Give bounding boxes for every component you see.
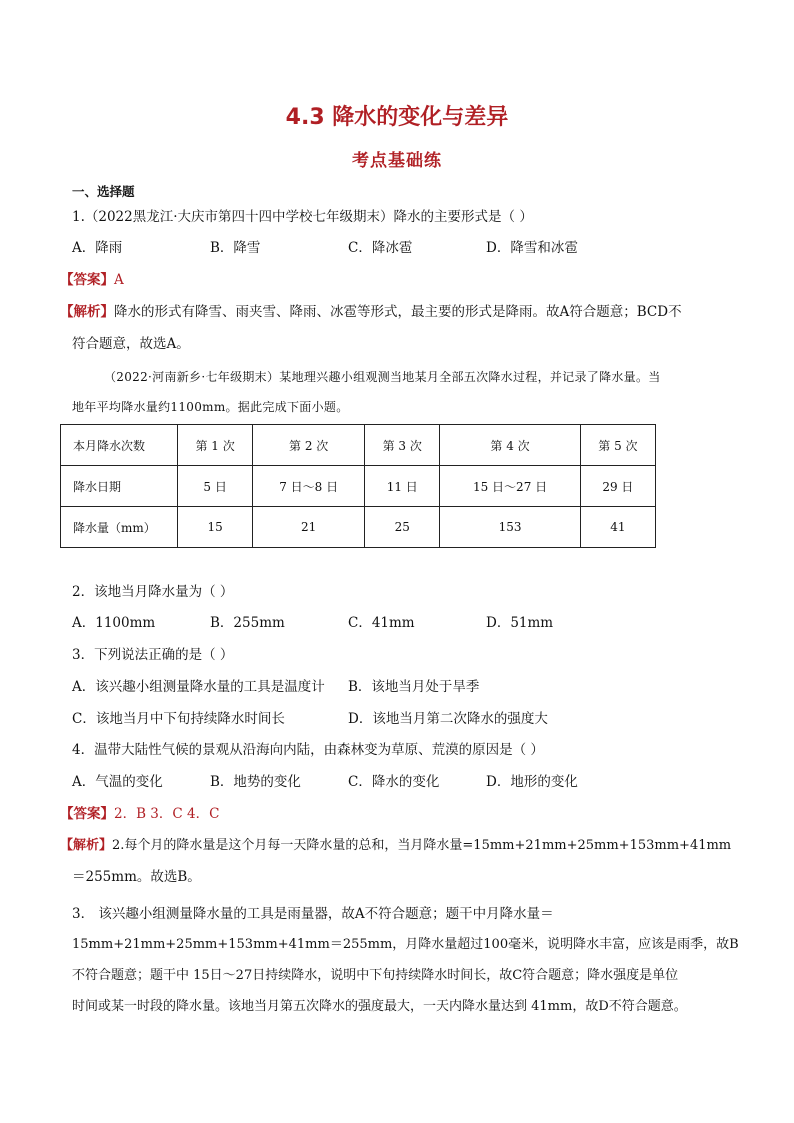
q4-option-d: D．地形的变化 [486,774,578,790]
intro-line1: （2022·河南新乡·七年级期末）某地理兴趣小组观测当地某月全部五次降水过程，并记录了降水量。当 [104,370,661,384]
table-header-cell: 第 5 次 [580,425,655,466]
q1-option-c: C．降冰雹 [348,240,413,256]
table-row [61,466,656,507]
table-header-cell: 第 2 次 [253,425,365,466]
q2-option-b: B．255mm [210,615,285,631]
q4-stem: 4．温带大陆性气候的景观从沿海向内陆，由森林变为草原、荒漠的原因是（ ） [72,742,544,758]
rainfall-table [60,424,656,548]
answer-tag: 【答案】 [60,272,114,288]
q1-analysis-line2: 符合题意，故选A。 [72,336,190,352]
q3-option-c: C．该地当月中下旬持续降水时间长 [72,711,285,727]
q3-option-d: D．该地当月第二次降水的强度大 [348,711,548,727]
table-cell: 29 日 [580,466,655,507]
table-row [61,507,656,548]
analysis2-line1 [60,836,732,856]
answer-value: A [114,272,124,288]
analysis-text: 降水的形式有降雪、雨夹雪、降雨、冰雹等形式，最主要的形式是降雨。故A符合题意；BCD不 [114,304,682,320]
table-cell: 21 [253,507,365,548]
q4-option-a: A．气温的变化 [72,774,163,790]
q2-stem: 2．该地当月降水量为（ ） [72,584,234,600]
table-cell: 7 日～8 日 [253,466,365,507]
analysis-tag: 【解析】 [60,304,114,320]
table-cell: 15 日～27 日 [440,466,580,507]
table-cell: 降水日期 [61,466,178,507]
page-subtitle: 考点基础练 [352,151,442,171]
q1-option-b: B．降雪 [210,240,261,256]
table-cell: 15 [178,507,253,548]
analysis2-line3: 3． 该兴趣小组测量降水量的工具是雨量器，故A不符合题意；题干中月降水量＝ [72,906,554,922]
analysis2-line6: 时间或某一时段的降水量。该地当月第五次降水的强度最大，一天内降水量达到 41mm，故D不符合题意。 [72,999,687,1014]
q3-stem: 3．下列说法正确的是（ ） [72,647,234,663]
table-header-cell: 本月降水次数 [61,425,178,466]
table-cell: 11 日 [365,466,440,507]
q4-option-b: B．地势的变化 [210,774,301,790]
table-header-cell: 第 1 次 [178,425,253,466]
analysis2-line2: ＝255mm。故选B。 [72,869,201,885]
analysis2-line4: 15mm+21mm+25mm+153mm+41mm＝255mm，月降水量超过100毫米，说明降水丰富，应该是雨季，故B [72,937,739,952]
q1-answer [60,270,720,290]
section-heading: 一、选择题 [72,184,135,199]
table-cell: 41 [580,507,655,548]
q2-option-d: D．51mm [486,615,554,631]
answer-tag: 【答案】 [60,806,114,822]
q1-option-d: D．降雪和冰雹 [486,240,578,256]
table-row [61,425,656,466]
q4-option-c: C．降水的变化 [348,774,440,790]
table-cell: 降水量（mm） [61,507,178,548]
answer-value: 2．B 3．C 4．C [114,806,220,822]
q1-option-a: A．降雨 [72,240,123,256]
page-title: 4.3 降水的变化与差异 [285,105,509,130]
intro-line2: 地年平均降水量约1100mm。据此完成下面小题。 [72,400,349,414]
q2-option-c: C．41mm [348,615,415,631]
table-header-cell: 第 3 次 [365,425,440,466]
table-cell: 153 [440,507,580,548]
q3-option-a: A．该兴趣小组测量降水量的工具是温度计 [72,679,325,695]
analysis2-line5: 不符合题意；题干中 15日～27日持续降水，说明中下旬持续降水时间长，故C符合题意；降水强度是单位 [72,968,679,983]
q3-option-b: B．该地当月处于旱季 [348,679,480,695]
q2-option-a: A．1100mm [72,615,156,631]
table-cell: 5 日 [178,466,253,507]
analysis-tag: 【解析】 [60,838,113,853]
q1-stem: 1.（2022黑龙江·大庆市第四十四中学校七年级期末）降水的主要形式是（ ） [72,209,533,225]
answers-2-4 [60,804,720,824]
table-cell: 25 [365,507,440,548]
analysis-text: 2.每个月的降水量是这个月每一天降水量的总和，当月降水量=15mm+21mm+25mm+153mm+41mm [112,838,732,853]
table-header-cell: 第 4 次 [440,425,580,466]
q1-analysis-line1 [60,302,720,322]
